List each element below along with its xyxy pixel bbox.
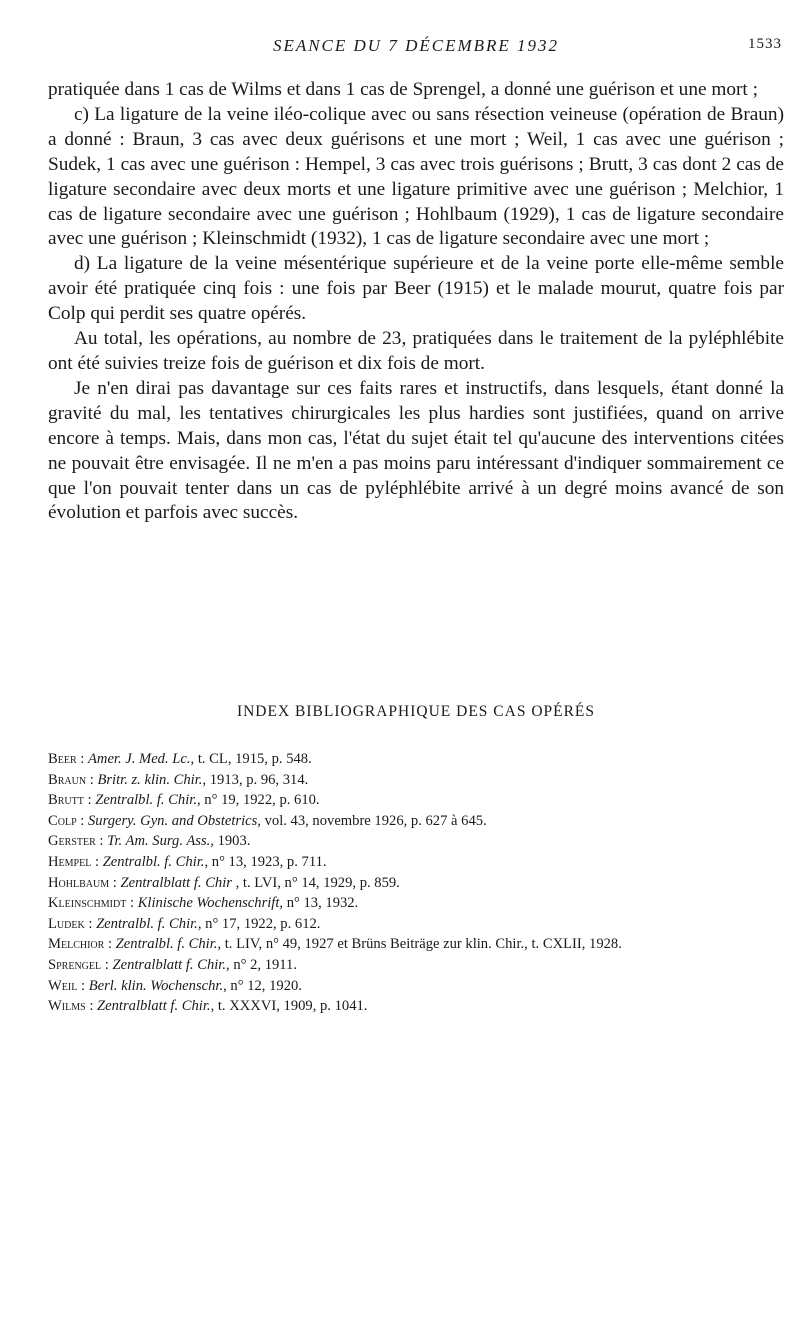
- reference-journal: Surgery. Gyn. and Obstetrics: [88, 812, 258, 829]
- reference-details: , n° 17, 1922, p. 612.: [197, 915, 321, 932]
- index-heading: INDEX BIBLIOGRAPHIQUE DES CAS OPÉRÉS: [236, 703, 596, 720]
- reference-author: Sprengel: [48, 956, 102, 973]
- reference-author: Beer: [48, 751, 77, 767]
- reference-journal: Tr. Am. Surg. Ass.: [107, 833, 211, 850]
- reference-author: Braun: [48, 771, 87, 788]
- reference-author: Kleinschmidt: [48, 895, 127, 912]
- reference-entry: [48, 770, 784, 791]
- page-number: 1533: [748, 36, 782, 52]
- reference-entry: [48, 934, 784, 955]
- reference-entry: [48, 852, 784, 873]
- reference-journal: Zentralbl. f. Chir.: [95, 792, 197, 809]
- reference-separator: :: [85, 998, 98, 1015]
- reference-details: , n° 19, 1922, p. 610.: [196, 792, 320, 809]
- reference-journal: Zentralblatt f. Chir: [120, 874, 232, 891]
- reference-entry: [48, 893, 784, 914]
- reference-details: , vol. 43, novembre 1926, p. 627 à 645.: [257, 812, 487, 829]
- running-title: SEANCE DU 7 DÉCEMBRE 1932: [272, 36, 560, 55]
- reference-entry: [48, 811, 784, 832]
- reference-separator: :: [76, 751, 88, 767]
- reference-author: Hempel: [48, 853, 92, 870]
- paragraph: Je n'en dirai pas davantage sur ces faits rares et instructifs, dans lesquels, étant donné la gravité du mal, les tentatives chirurgicales les plus hardies sont justifiées, quand on arrive encore à temps. Mais, dans mon cas, l'état du sujet était tel qu'aucune des interventions citées ne pouvait être envisagée. Il ne m'en a pas moins paru intéressant d'indiquer sommairement ce que l'on pouvait tenter dans un cas de pyléphlébite arrivé à un degré moins avancé de son évolution et parfois avec succès.: [48, 377, 784, 524]
- reference-journal: Klinische Wochenschrift: [137, 895, 280, 912]
- reference-author: Brutt: [48, 792, 84, 809]
- reference-details: , 1903.: [210, 833, 251, 850]
- reference-journal: Zentralblatt f. Chir.: [97, 998, 211, 1015]
- paragraph: c) La ligature de la veine iléo-colique avec ou sans résection veineuse (opération de Braun) a donné : Braun, 3 cas avec deux guérisons et une mort ; Weil, 1 cas avec une guérison ; Sudek, 1 cas avec une guérison : Hempel, 3 cas avec trois guérisons ; Brutt, 3 cas dont 2 cas de ligature secondaire avec deux morts et une ligature primitive avec une guérison ; Melchior, 1 cas de ligature secondaire avec une guérison ; Hohlbaum (1929), 1 cas de ligature secondaire avec une guérison ; Kleinschmidt (1932), 1 cas de ligature secondaire avec une mort ;: [48, 103, 784, 250]
- reference-journal: Zentralbl. f. Chir.: [96, 915, 198, 932]
- paragraph: d) La ligature de la veine mésentérique supérieure et de la veine porte elle-même semble avoir été pratiquée cinq fois : une fois par Beer (1915) et le malade mourut, quatre fois par Colp qui perdit ses quatre opérés.: [48, 253, 784, 325]
- reference-separator: :: [84, 915, 97, 932]
- reference-entry: [48, 996, 784, 1017]
- reference-separator: :: [77, 977, 89, 994]
- reference-journal: Amer. J. Med. Lc.: [87, 751, 191, 767]
- reference-details: , t. LIV, n° 49, 1927 et Brüns Beiträge zur klin. Chir., t. CXLII, 1928.: [217, 936, 622, 953]
- reference-details: , n° 13, 1923, p. 711.: [204, 853, 327, 870]
- running-header: [50, 36, 782, 60]
- paragraph: Au total, les opérations, au nombre de 23, pratiquées dans le traitement de la pyléphlébite ont été suivies treize fois de guérison et dix fois de mort.: [48, 328, 784, 374]
- reference-separator: :: [101, 956, 113, 973]
- reference-entry: [48, 976, 784, 997]
- reference-journal: Zentralbl. f. Chir.: [102, 853, 205, 870]
- reference-separator: :: [83, 792, 96, 809]
- reference-details: , t. XXXVI, 1909, p. 1041.: [210, 998, 368, 1015]
- reference-entry: [48, 790, 784, 811]
- reference-separator: :: [126, 895, 138, 912]
- reference-author: Ludek: [48, 915, 85, 932]
- reference-list: [48, 749, 784, 1017]
- reference-separator: :: [76, 812, 88, 829]
- reference-author: Gerster: [48, 833, 96, 850]
- paragraph: pratiquée dans 1 cas de Wilms et dans 1 cas de Sprengel, a donné une guérison et une mort ;: [48, 79, 758, 100]
- reference-journal: Zentralblatt f. Chir.: [112, 956, 227, 973]
- reference-entry: [48, 831, 784, 852]
- reference-author: Hohlbaum: [48, 874, 110, 891]
- reference-details: , n° 2, 1911.: [226, 956, 297, 973]
- reference-details: , 1913, p. 96, 314.: [202, 771, 309, 788]
- reference-separator: :: [91, 853, 103, 870]
- reference-author: Wilms: [48, 998, 86, 1015]
- reference-separator: :: [109, 874, 121, 891]
- reference-separator: :: [104, 936, 116, 953]
- reference-details: , t. LVI, n° 14, 1929, p. 859.: [231, 874, 400, 891]
- reference-journal: Britr. z. klin. Chir.: [97, 771, 203, 788]
- reference-entry: [48, 873, 784, 894]
- body-text: [48, 78, 784, 526]
- reference-details: , n° 12, 1920.: [223, 977, 302, 994]
- reference-entry: [48, 749, 784, 770]
- reference-details: , t. CL, 1915, p. 548.: [190, 751, 312, 767]
- reference-separator: :: [86, 771, 98, 788]
- reference-entry: [48, 914, 784, 935]
- reference-details: , n° 13, 1932.: [279, 895, 359, 912]
- reference-author: Melchior: [48, 936, 105, 953]
- reference-separator: :: [95, 833, 108, 850]
- reference-author: Weil: [48, 977, 78, 994]
- reference-journal: Berl. klin. Wochenschr.: [88, 977, 224, 994]
- reference-journal: Zentralbl. f. Chir.: [115, 936, 218, 953]
- reference-entry: [48, 955, 784, 976]
- reference-author: Colp: [48, 812, 77, 829]
